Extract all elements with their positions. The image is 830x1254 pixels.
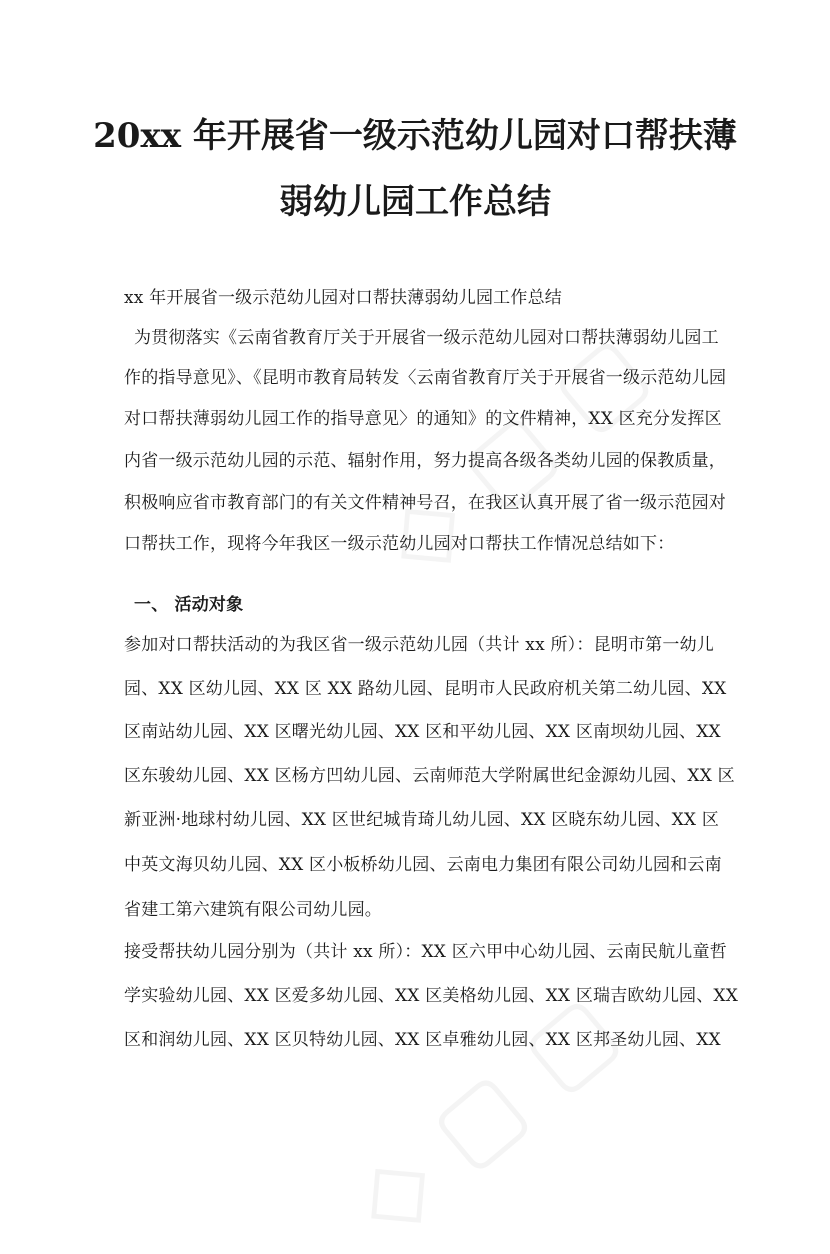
section-heading: 一、 活动对象 (134, 595, 244, 615)
participants-line: 区南站幼儿园、XX 区曙光幼儿园、XX 区和平幼儿园、XX 区南坝幼儿园、XX (124, 722, 721, 742)
intro-line: 作的指导意见》、《昆明市教育局转发〈云南省教育厅关于开展省一级示范幼儿园 (124, 368, 727, 388)
watermark (332, 973, 637, 1253)
participants-line: 区东骏幼儿园、XX 区杨方凹幼儿园、云南师范大学附属世纪金源幼儿园、XX 区 (124, 766, 735, 786)
intro-line: 积极响应省市教育部门的有关文件精神号召，在我区认真开展了省一级示范园对 (124, 493, 726, 513)
document-title-line-2: 弱幼儿园工作总结 (279, 182, 551, 222)
intro-line: 口帮扶工作，现将今年我区一级示范幼儿园对口帮扶工作情况总结如下： (124, 534, 675, 554)
intro-line: 为贯彻落实《云南省教育厅关于开展省一级示范幼儿园对口帮扶薄弱幼儿园工 (134, 328, 719, 348)
intro-line: 内省一级示范幼儿园的示范、辐射作用，努力提高各级各类幼儿园的保教质量， (124, 451, 726, 471)
participants-line: 参加对口帮扶活动的为我区省一级示范幼儿园（共计 xx 所）：昆明市第一幼儿 (124, 635, 714, 655)
recipients-line: 接受帮扶幼儿园分别为（共计 xx 所）：XX 区六甲中心幼儿园、云南民航儿童哲 (124, 942, 727, 962)
recipients-line: 学实验幼儿园、XX 区爱多幼儿园、XX 区美格幼儿园、XX 区瑞吉欧幼儿园、XX (124, 986, 739, 1006)
participants-line: 园、XX 区幼儿园、XX 区 XX 路幼儿园、昆明市人民政府机关第二幼儿园、XX (124, 679, 727, 699)
participants-line: 省建工第六建筑有限公司幼儿园。 (124, 900, 382, 920)
document-subtitle: xx 年开展省一级示范幼儿园对口帮扶薄弱幼儿园工作总结 (124, 288, 562, 308)
document-title-line-1: 20xx 年开展省一级示范幼儿园对口帮扶薄 (93, 116, 737, 156)
recipients-line: 区和润幼儿园、XX 区贝特幼儿园、XX 区卓雅幼儿园、XX 区邦圣幼儿园、XX (124, 1030, 721, 1050)
intro-line: 对口帮扶薄弱幼儿园工作的指导意见〉的通知》的文件精神，XX 区充分发挥区 (124, 409, 722, 429)
participants-line: 新亚洲·地球村幼儿园、XX 区世纪城肯琦儿幼儿园、XX 区晓东幼儿园、XX 区 (124, 810, 720, 830)
participants-line: 中英文海贝幼儿园、XX 区小板桥幼儿园、云南电力集团有限公司幼儿园和云南 (124, 855, 722, 875)
